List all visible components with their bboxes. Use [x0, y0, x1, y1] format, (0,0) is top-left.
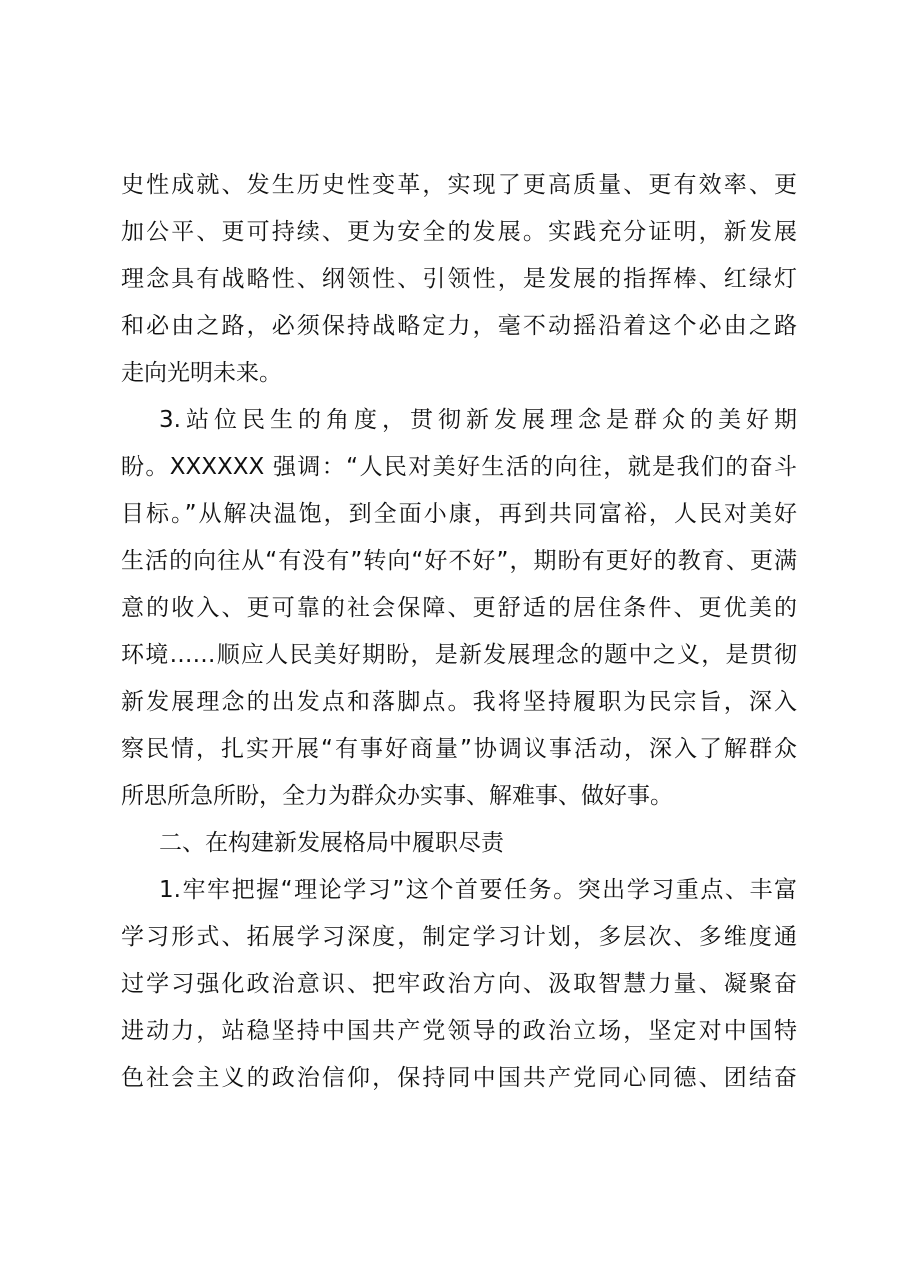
- text-line: 理念具有战略性、纲领性、引领性，是发展的指挥棒、红绿灯: [121, 266, 797, 292]
- text-line: 目标。”从解决温饱，到全面小康，再到共同富裕，人民对美好: [121, 501, 797, 527]
- text-line: 环境……顺应人民美好期盼，是新发展理念的题中之义，是贯彻: [121, 642, 797, 668]
- text-line: 生活的向往从“有没有”转向“好不好”，期盼有更好的教育、更满: [121, 548, 797, 574]
- text-line: 学习形式、拓展学习深度，制定学习计划，多层次、多维度通: [121, 924, 797, 950]
- text-line: 1.牢牢把握“理论学习”这个首要任务。突出学习重点、丰富: [159, 877, 797, 903]
- section-heading: 二、在构建新发展格局中履职尽责: [159, 830, 504, 856]
- text-line: 史性成就、发生历史性变革，实现了更高质量、更有效率、更: [121, 172, 797, 198]
- text-line: 盼。XXXXXX 强调：“人民对美好生活的向往，就是我们的奋斗: [121, 454, 797, 480]
- text-line: 进动力，站稳坚持中国共产党领导的政治立场，坚定对中国特: [121, 1018, 797, 1044]
- text-line: 3.站位民生的角度，贯彻新发展理念是群众的美好期: [159, 407, 797, 433]
- text-line: 和必由之路，必须保持战略定力，毫不动摇沿着这个必由之路: [121, 313, 797, 339]
- text-line: 加公平、更可持续、更为安全的发展。实践充分证明，新发展: [121, 219, 797, 245]
- text-line: 过学习强化政治意识、把牢政治方向、汲取智慧力量、凝聚奋: [121, 971, 797, 997]
- text-line: 所思所急所盼，全力为群众办实事、解难事、做好事。: [121, 783, 673, 809]
- text-line: 意的收入、更可靠的社会保障、更舒适的居住条件、更优美的: [121, 595, 797, 621]
- text-line: 走向光明未来。: [121, 360, 282, 386]
- document-body: [121, 162, 797, 1102]
- text-line: 新发展理念的出发点和落脚点。我将坚持履职为民宗旨，深入: [121, 689, 797, 715]
- text-line: 色社会主义的政治信仰，保持同中国共产党同心同德、团结奋: [121, 1065, 797, 1091]
- text-line: 察民情，扎实开展“有事好商量”协调议事活动，深入了解群众: [121, 736, 797, 762]
